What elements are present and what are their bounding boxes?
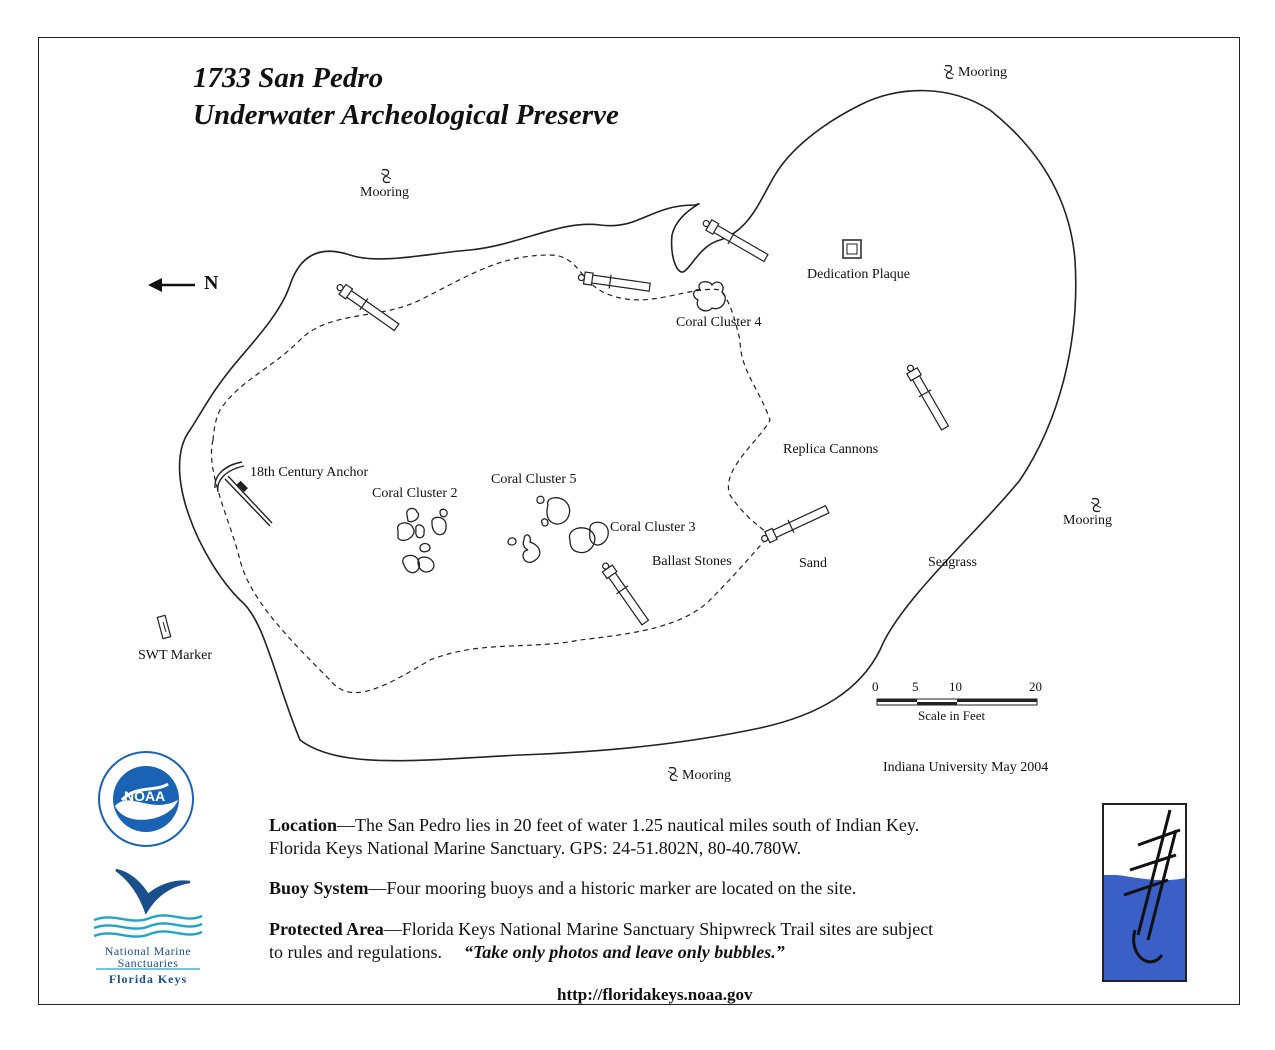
noaa-logo-text: NOAA bbox=[124, 788, 166, 804]
north-label: N bbox=[204, 272, 219, 294]
scale-tick: 10 bbox=[949, 679, 962, 694]
protected-text: —Florida Keys National Marine Sanctuary Shipwreck Trail sites are subject bbox=[383, 919, 934, 939]
sanctuary-url-link[interactable]: http://floridakeys.noaa.gov bbox=[557, 985, 753, 1004]
location-text: —The San Pedro lies in 20 feet of water 1.25 nautical miles south of Indian Key. bbox=[337, 815, 920, 835]
scale-unit-label: Scale in Feet bbox=[918, 708, 986, 723]
replica-cannons-label: Replica Cannons bbox=[783, 442, 879, 457]
credit-label: Indiana University May 2004 bbox=[883, 760, 1049, 775]
seagrass-label: Seagrass bbox=[928, 555, 977, 570]
mooring-label: Mooring bbox=[360, 185, 409, 200]
map-title bbox=[193, 60, 619, 134]
location-text-2: Florida Keys National Marine Sanctuary. GPS: 24-51.802N, 80-40.780W. bbox=[269, 838, 802, 858]
nms-line-1: National Marine bbox=[104, 944, 192, 958]
dedication-plaque-label: Dedication Plaque bbox=[807, 267, 911, 282]
title-line-2: Underwater Archeological Preserve bbox=[193, 99, 619, 131]
motto-text: “Take only photos and leave only bubbles.” bbox=[463, 942, 785, 962]
protected-heading: Protected Area bbox=[269, 919, 384, 939]
scale-tick: 5 bbox=[912, 679, 919, 694]
swt-marker-label: SWT Marker bbox=[138, 648, 212, 663]
coral-cluster-5-label: Coral Cluster 5 bbox=[491, 472, 577, 487]
nms-line-3: Florida Keys bbox=[108, 972, 188, 986]
mooring-label: Mooring bbox=[682, 768, 731, 783]
title-line-1: 1733 San Pedro bbox=[193, 62, 384, 94]
nms-line-2: Sanctuaries bbox=[117, 956, 179, 970]
mooring-label: Mooring bbox=[958, 65, 1007, 80]
location-info bbox=[269, 814, 919, 860]
ballast-stones-label: Ballast Stones bbox=[652, 554, 732, 569]
anchor-label: 18th Century Anchor bbox=[250, 465, 369, 480]
buoy-text: —Four mooring buoys and a historic marker are located on the site. bbox=[368, 878, 857, 898]
protected-text-2: to rules and regulations. bbox=[269, 942, 442, 962]
sand-label: Sand bbox=[799, 556, 827, 571]
scale-tick: 0 bbox=[872, 679, 879, 694]
buoy-heading: Buoy System bbox=[269, 878, 369, 898]
mooring-label: Mooring bbox=[1063, 513, 1112, 528]
protected-info bbox=[269, 918, 933, 964]
scale-tick: 20 bbox=[1029, 679, 1042, 694]
buoy-info bbox=[269, 877, 856, 900]
coral-cluster-3-label: Coral Cluster 3 bbox=[610, 520, 696, 535]
location-heading: Location bbox=[269, 815, 338, 835]
coral-cluster-2-label: Coral Cluster 2 bbox=[372, 486, 458, 501]
coral-cluster-4-label: Coral Cluster 4 bbox=[676, 315, 762, 330]
